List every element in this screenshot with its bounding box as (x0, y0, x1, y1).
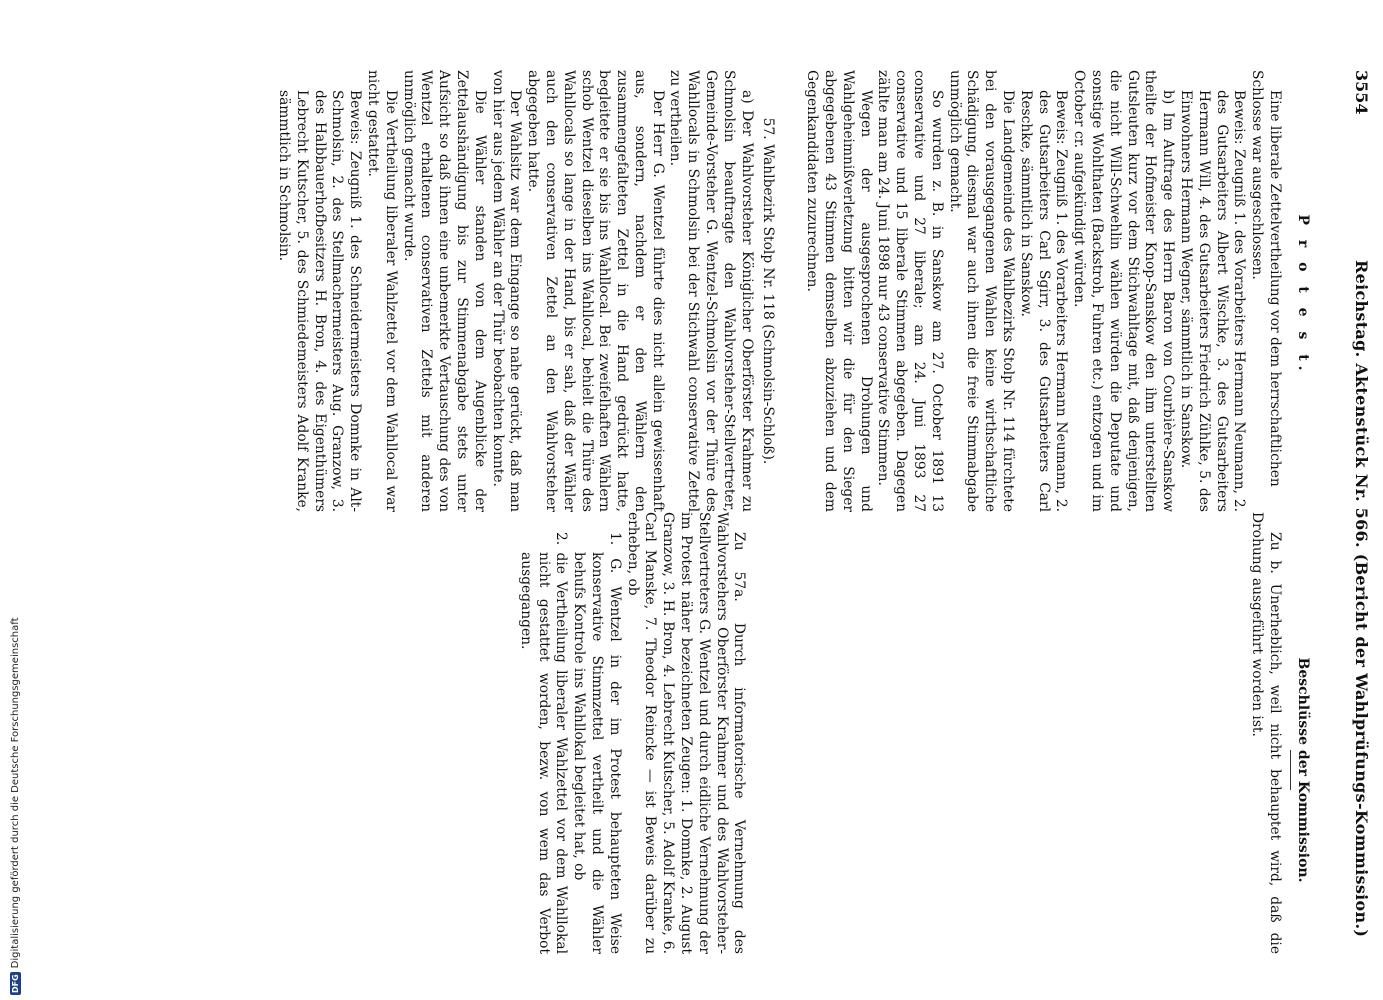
section-57-title: 57. Wahlbezirk Stolp Nr. 118 (Schmolsin-Schloß). (760, 117, 777, 465)
evidence-57: Beweis: Zeugniß 1. des Schneidermeisters Domnke in Alt-Schmolsin, 2. des Stellmachermeisters Aug. Granzow, 3. des Halbbauerhofbesitzers H. Bron, 4. des Eigenthümers Lebrecht Kutscher, 5. des Schmiedemeisters Adolf Kranke, sämmtlich in Schmolsin. (275, 90, 364, 512)
column-gap (747, 512, 1247, 954)
page-number: 3554 (1352, 70, 1371, 115)
paragraph-57a: a) Der Wahlvorsteher Königlicher Oberförster Krahmer zu Schmolsin beauftragte den Wahlvorsteher-Stellvertreter, Gemeinde-Vorsteher G. Wentzel-Schmolsin vor der Thüre des Wahllocals in Schmolsin bei der Stichwahl conservative Zettel zu vertheilen. (667, 70, 755, 512)
intro-line: Schlosse war ausgeschlossen. (1249, 70, 1266, 280)
paragraph-d: So wurden z. B. in Sanskow am 27. October 1891 13 conservative und 27 liberale; am 24. Juni 1893 27 conservative und 15 liberale Stimmen abgegeben. Dagegen zählte man am 24. Juni 1898 nur 43 conservative Stimmen. (875, 70, 945, 512)
digitization-credit (8, 595, 22, 995)
paragraph-b: b) Im Auftrage des Herrn Baron von Courbière-Sanskow theilte der Hofmeister Knop-Sanskow den ihm unterstellten Gutsleuten kurz vor dem Stichwahltage mit, daß denjenigen, die nicht Will-Schwehlin wählen würden die Deputate und sonstige Wohlthaten (Backstroh, Fuhren etc.) entzogen und im October cr. aufgekündigt würden. (1071, 70, 1177, 512)
decision-item-1: 1. G. Wentzel in der im Protest behaupteten Weise konservative Stimmzettel vertheilt und die Wähler behufs Kontrole ins Wahllokal begleitet hat, ob (571, 532, 623, 954)
evidence-b: Beweis: Zeugniß 1. des Vorarbeiters Hermann Neumann, 2. des Gutsarbeiters Carl Sgirr, 3. des Gutsarbeiters Carl Reschke, sämmtlich in Sanskow. (1017, 90, 1070, 512)
intro-line: Eine liberale Zettelvertheilung vor dem herrschaftlichen (1267, 90, 1283, 487)
protest-column (274, 70, 1283, 512)
decisions-column (516, 512, 1283, 954)
decision-zu-57a: Zu 57a. Durch informatorische Vernehmung des Wahlvorstehers Oberförster Krahmer und des Wahlvorsteher-Stellvertreters G. Wentzel und durch eidliche Vernehmung der im Protest näher bezeichneten Zeugen: 1. Domnke, 2. August Granzow, 3. H. Bron, 4. Lebrecht Kutscher, 5. Adolf Kranke, 6. Carl Manske, 7. Theodor Reincke — ist Beweis darüber zu erheben, ob (624, 512, 748, 954)
decision-item-2: 2. die Vertheilung liberaler Wahlzettel vor dem Wahllokal nicht gestattet worden, bezw. von wem das Verbot ausgegangen. (517, 532, 570, 954)
protest-heading: P r o t e s t. (1295, 214, 1311, 376)
heading-rule (1290, 750, 1291, 790)
paragraph-c: Die Landgemeinde des Wahlbezirks Stolp Nr. 114 fürchtete bei den vorausgegangenen Wahlen keine wirthschaftliche Schädigung, diesmal war auch ihnen die freie Stimmabgabe unmöglich gemacht. (946, 70, 1017, 512)
page-title: Reichstag. Aktenstück Nr. 566. (Bericht der Wahlprüfungs-Kommission.) (1352, 260, 1371, 938)
paragraph-57b: Der Herr G. Wentzel führte dies nicht allein gewissenhaft aus, sondern, nachdem er den Wählern den zusammengefalteten Zettel in die Hand gedrückt hatte, begleitete er sie bis ins Wahllocal. Bei zweifelhaften Wählern schob Wentzel dieselben ins Wahllocal, behielt die Thüre des Wahllocals so lange in der Hand, bis er sah, daß der Wähler auch den conservativen Zettel an den Wahlvorsteher abgegeben hatte. (525, 70, 666, 512)
evidence-a: Beweis: Zeugniß 1. des Vorarbeiters Hermann Neumann, 2. des Gutsarbeiters Albert Wischke, 3. des Gutsarbeiters Hermann Will, 4. des Gutsarbeiters Friedrich Zühlke, 5. des Einwohners Hermann Wegner, sämmtlich in Sanskow. (1178, 90, 1248, 512)
dfg-logo-icon: DFG (10, 974, 20, 993)
paragraph-57d: Die Wähler standen von dem Augenblicke der Zettelaushändigung bis zur Stimmenabgabe stets unter Aufsicht so daß ihnen eine unbemerkte Vertauschung des von Wentzel erhaltenen conservativen Zettels mit anderen unmöglich gemacht wurde. (400, 70, 488, 512)
paragraph-57c: Der Wahlsitz war dem Eingange so nahe gerückt, daß man von hier aus jedem Wähler an der Thür beobachten konnte. (489, 70, 524, 512)
paragraph-e: Wegen der ausgesprochenen Drohungen und Wahlgeheimnißverletzung bitten wir die für den Sieger abgegebenen 43 Stimmen demselben abzuziehen und dem Gegenkandidaten zuzurechnen. (804, 70, 874, 512)
decision-zu-b: Zu b. Unerheblich, weil nicht behauptet wird, daß die Drohung ausgeführt worden ist. (1249, 512, 1283, 954)
paragraph-57e: Die Vertheilung liberaler Wahlzettel vor dem Wahllocal war nicht gestattet. (364, 70, 399, 512)
commission-decisions-heading: Beschlüsse der Kommission. (1295, 657, 1311, 883)
credit-text: Digitalisierung gefördert durch die Deutsche Forschungsgemeinschaft (9, 617, 21, 969)
